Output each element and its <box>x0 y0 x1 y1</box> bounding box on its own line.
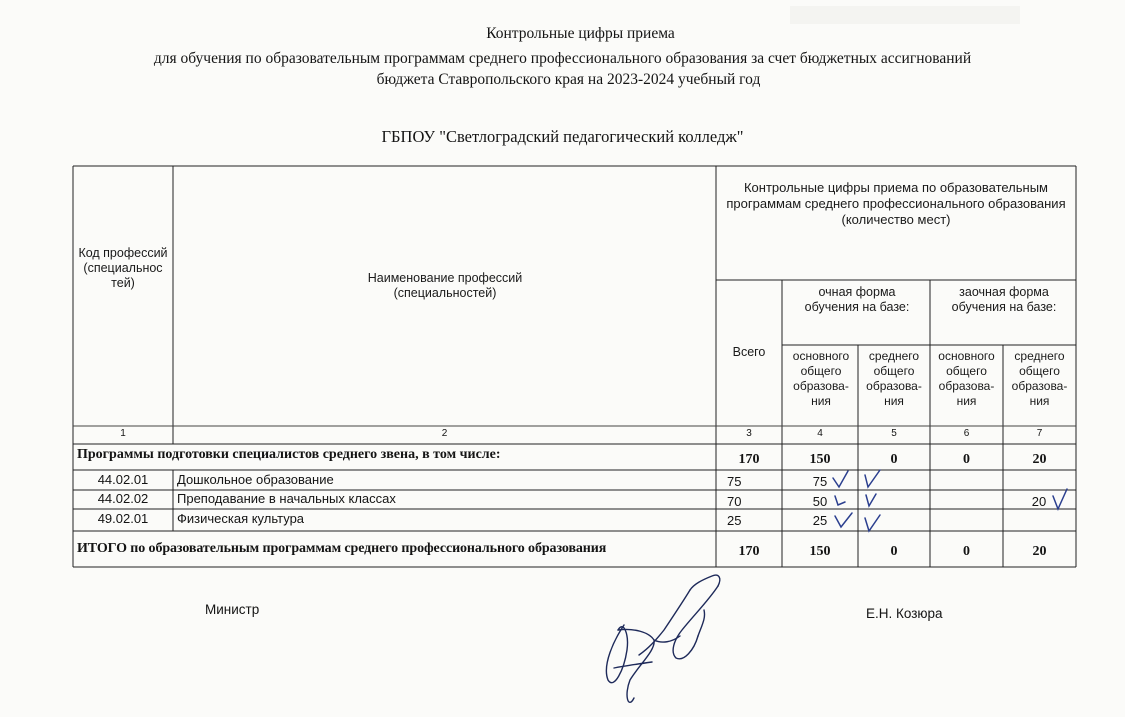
section-pt-secondary: 20 <box>1032 452 1047 467</box>
column-header-ft-secondary: среднего общего образова-ния <box>866 349 922 408</box>
column-number: 1 <box>120 428 126 439</box>
total-title: ИТОГО по образовательным программам среднего профессионального образования <box>77 541 607 556</box>
column-number: 6 <box>963 428 970 439</box>
row-total: 75 <box>727 474 742 489</box>
column-header-pt-basic: основного общего образова-ния <box>938 349 995 408</box>
column-header-name: Наименование профессий (специальностей) <box>367 271 523 300</box>
signatory-name: Е.Н. Козюра <box>866 606 943 621</box>
column-number: 5 <box>891 428 897 439</box>
signature-icon <box>594 570 734 715</box>
section-total: 170 <box>738 452 760 467</box>
column-number: 3 <box>746 428 752 439</box>
column-group-header: Контрольные цифры приема по образовательным программам среднего профессионального образования (количество мест) <box>726 180 1066 227</box>
column-header-ft-basic: основного общего образова-ния <box>792 349 850 408</box>
row-total: 25 <box>727 513 742 528</box>
row-ft-basic: 75 <box>812 474 828 489</box>
total-ft-secondary: 0 <box>890 544 898 559</box>
signatory-position: Министр <box>205 602 260 617</box>
column-number: 7 <box>1036 428 1043 439</box>
total-ft-basic: 150 <box>809 544 831 559</box>
column-header-total: Всего <box>732 345 766 359</box>
row-total: 70 <box>727 494 742 509</box>
row-ft-basic: 50 <box>812 494 828 509</box>
column-header-code: Код профессий (специальнос тей) <box>78 246 168 290</box>
total-sum: 170 <box>738 544 760 559</box>
section-ft-basic: 150 <box>809 452 831 467</box>
column-number: 2 <box>441 428 448 439</box>
section-pt-basic: 0 <box>963 452 970 467</box>
organization-name: ГБПОУ "Светлоградский педагогический колледж" <box>381 127 744 146</box>
row-code: 44.02.01 <box>97 472 149 487</box>
row-ft-basic: 25 <box>812 513 828 528</box>
document-subtitle-year: бюджета Ставропольского края на 2023-2024 учебный год <box>376 71 761 88</box>
total-pt-basic: 0 <box>963 544 970 559</box>
section-ft-secondary: 0 <box>890 452 898 467</box>
row-name: Преподавание в начальных классах <box>177 491 396 506</box>
column-header-fulltime: очная форма обучения на базе: <box>804 285 910 314</box>
column-number: 4 <box>817 428 823 439</box>
document-subtitle: для обучения по образовательным программам среднего профессионального образования за счет бюджетных ассигнований <box>153 50 972 67</box>
section-title: Программы подготовки специалистов среднего звена, в том числе: <box>77 447 501 462</box>
row-code: 49.02.01 <box>97 511 149 526</box>
row-pt-secondary: 20 <box>1031 494 1047 509</box>
column-header-parttime: заочная форма обучения на базе: <box>951 285 1057 314</box>
row-name: Дошкольное образование <box>177 472 334 487</box>
column-header-pt-secondary: среднего общего образова-ния <box>1011 349 1068 408</box>
row-name: Физическая культура <box>177 511 305 526</box>
document-title: Контрольные цифры приема <box>486 25 675 42</box>
total-pt-secondary: 20 <box>1032 544 1047 559</box>
row-code: 44.02.02 <box>97 491 149 506</box>
